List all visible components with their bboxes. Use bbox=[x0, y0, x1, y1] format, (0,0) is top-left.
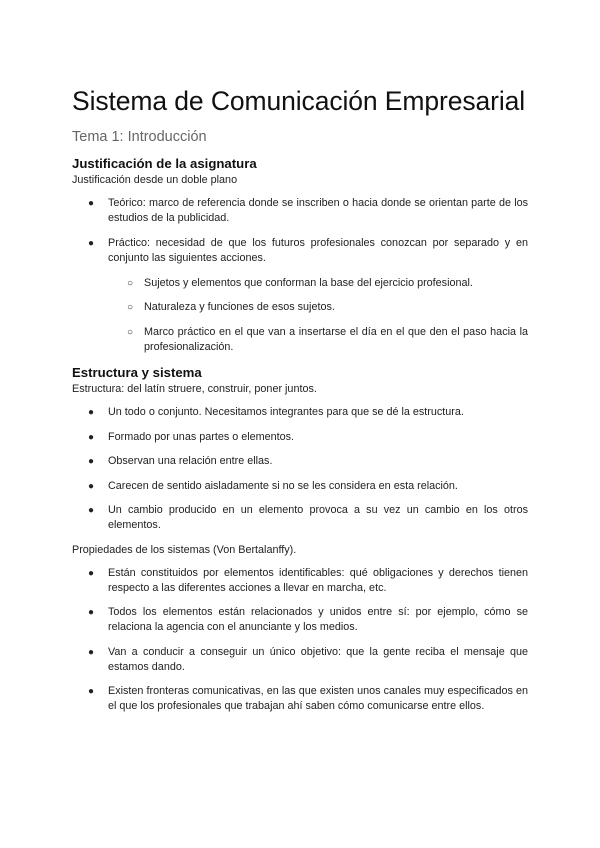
practico-sublist bbox=[72, 276, 528, 355]
bullet-icon: ● bbox=[88, 456, 95, 467]
bullet-icon: ● bbox=[88, 686, 95, 697]
list-item bbox=[72, 454, 528, 469]
list-item-text: Un cambio producido en un elemento provoca a su vez un cambio en los otros elementos. bbox=[108, 504, 528, 531]
bullet-icon: ● bbox=[88, 505, 95, 516]
section-intro-estructura: Estructura: del latín struere, construir, poner juntos. bbox=[72, 383, 317, 395]
section-intro-justificacion: Justificación desde un doble plano bbox=[72, 174, 238, 186]
hollow-bullet-icon: ○ bbox=[127, 302, 134, 313]
hollow-bullet-icon: ○ bbox=[127, 326, 134, 338]
list-item bbox=[72, 684, 528, 714]
list-item bbox=[72, 196, 528, 226]
estructura-list bbox=[72, 405, 528, 533]
list-item-text: Carecen de sentido aisladamente si no se les considera en esta relación. bbox=[108, 479, 458, 492]
list-item-text: Observan una relación entre ellas. bbox=[108, 455, 273, 467]
document-title: Sistema de Comunicación Empresarial bbox=[72, 86, 526, 116]
list-item-text: Todos los elementos están relacionados y unidos entre sí: por ejemplo, cómo se relaciona la agencia con el anunciante y los medios. bbox=[108, 606, 528, 633]
sublist-item-text: Marco práctico en el que van a insertarse el día en el que den el paso hacia la profesionalización. bbox=[144, 325, 528, 353]
bullet-icon: ● bbox=[88, 646, 95, 658]
hollow-bullet-icon: ○ bbox=[127, 277, 134, 289]
properties-list bbox=[72, 566, 528, 715]
properties-intro: Propiedades de los sistemas (Von Bertalanffy). bbox=[72, 543, 297, 556]
list-item bbox=[72, 405, 528, 420]
list-item bbox=[72, 236, 528, 355]
sublist-item bbox=[72, 276, 528, 291]
sublist-item-text: Sujetos y elementos que conforman la base del ejercicio profesional. bbox=[144, 276, 473, 289]
list-item-text: Un todo o conjunto. Necesitamos integrantes para que se dé la estructura. bbox=[108, 406, 464, 418]
justificacion-list bbox=[72, 196, 528, 355]
bullet-icon: ● bbox=[88, 237, 95, 249]
list-item bbox=[72, 605, 528, 635]
sublist-item bbox=[72, 300, 528, 315]
bullet-icon: ● bbox=[88, 567, 95, 579]
bullet-icon: ● bbox=[88, 607, 95, 618]
list-item-text: Están constituidos por elementos identificables: qué obligaciones y derechos tienen respecto a las diferentes acciones a llevar en marcha, etc. bbox=[108, 566, 528, 594]
list-item bbox=[72, 566, 528, 596]
bullet-icon: ● bbox=[88, 198, 95, 209]
document-subtitle: Tema 1: Introducción bbox=[72, 129, 207, 145]
bullet-icon: ● bbox=[88, 431, 95, 443]
list-item-text: Existen fronteras comunicativas, en las que existen unos canales muy especificados en el que los profesionales que trabajan ahí saben cómo comunicarse entre ellos. bbox=[108, 685, 528, 712]
list-item bbox=[72, 430, 528, 445]
bullet-icon: ● bbox=[88, 480, 95, 492]
list-item-text: Teórico: marco de referencia donde se inscriben o hacia donde se orientan parte de los estudios de la publicidad. bbox=[108, 197, 528, 224]
sublist-item bbox=[72, 325, 528, 355]
list-item bbox=[72, 503, 528, 533]
list-item-text: Formado por unas partes o elementos. bbox=[108, 430, 295, 443]
list-item bbox=[72, 645, 528, 675]
list-item-text: Van a conducir a conseguir un único objetivo: que la gente reciba el mensaje que estamos dando. bbox=[108, 645, 528, 673]
list-item bbox=[72, 479, 528, 494]
list-item-text: Práctico: necesidad de que los futuros profesionales conozcan por separado y en conjunto las siguientes acciones. bbox=[108, 236, 528, 264]
bullet-icon: ● bbox=[88, 407, 95, 418]
section-heading-justificacion: Justificación de la asignatura bbox=[72, 156, 257, 171]
section-heading-estructura: Estructura y sistema bbox=[72, 365, 202, 380]
sublist-item-text: Naturaleza y funciones de esos sujetos. bbox=[144, 301, 335, 313]
